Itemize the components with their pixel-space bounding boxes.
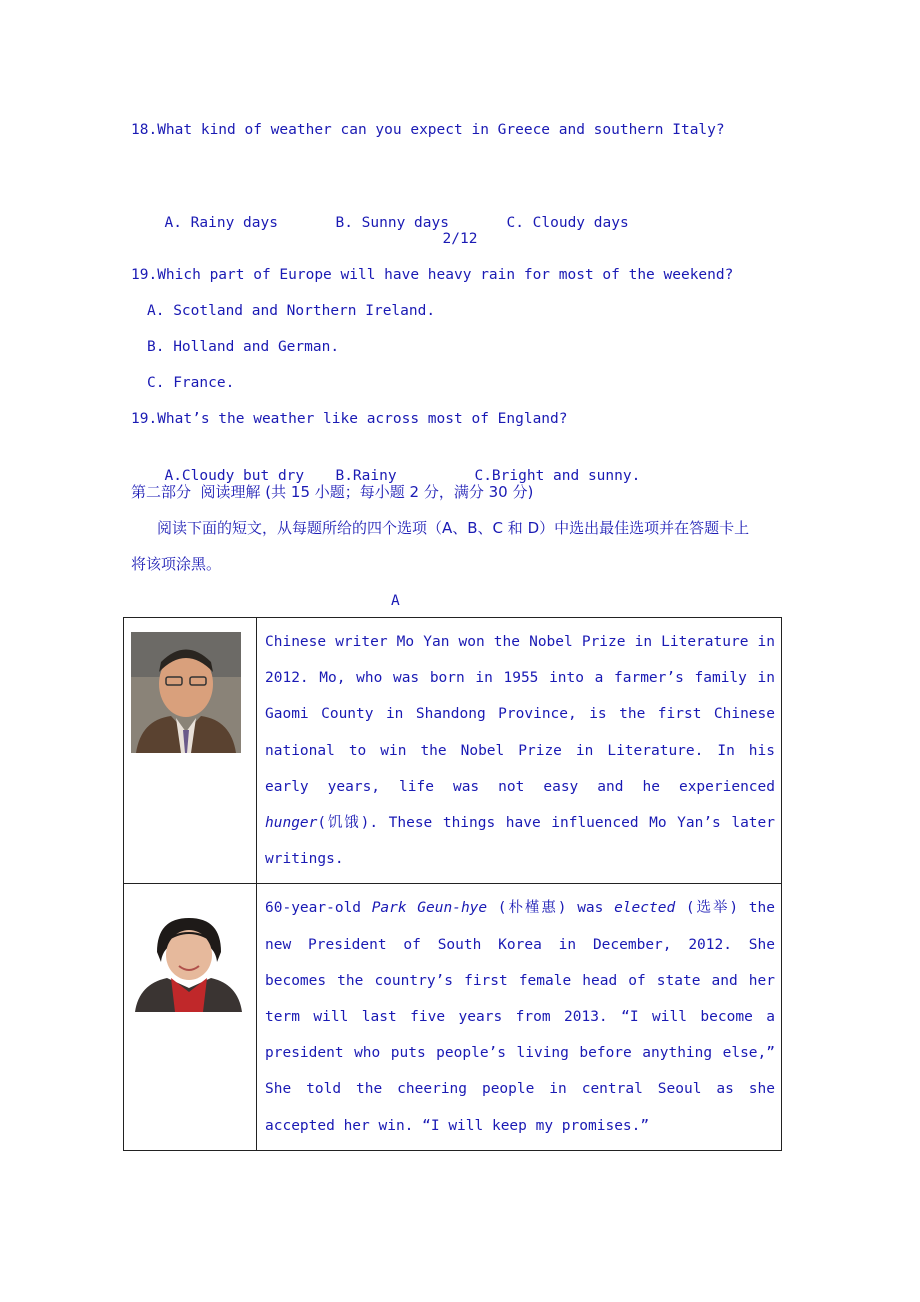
table-row [124,884,782,1150]
q18-option-b: B. Sunny days [335,215,449,231]
photo-cell [124,618,257,884]
q18-option-c: C. Cloudy days [506,215,629,231]
hunger-term: hunger [265,815,318,832]
mo-yan-portrait [131,632,241,753]
park-text-c: (选举) the new President of South Korea in December, 2012. She becomes the country’s first female head of state and her term will last five years from 2013. “I will become a president who puts people’s living before anything else,” She told the cheering people in central Seoul as she accepted her win. “I will keep my promises.” [265,900,775,1134]
park-geun-hye-portrait [135,912,242,1012]
park-name-term: Park Geun-hye [371,900,488,917]
passage-label: A [391,593,400,609]
passage-park-geun-hye [257,884,782,1150]
mo-yan-text-a: Chinese writer Mo Yan won the Nobel Prize in Literature in 2012. Mo, who was born in 1955 into a farmer’s family in Gaomi County in Shandong Province, is the first Chinese national to win the Nobel Prize in Literature. In his early years, life was not easy and he experienced [265,634,775,795]
q19b-option-a: A.Cloudy but dry [164,468,305,484]
page-number: 2/12 [442,231,478,247]
park-text-b: (朴槿惠) was [487,900,615,917]
q18-options [147,193,629,233]
table-row [124,618,782,884]
passage-mo-yan [257,618,782,884]
section-instruction-cont: 将该项涂黑。 [131,555,222,573]
section-title: 第二部分 阅读理解 (共 15 小题；每小题 2 分，满分 30 分) [131,483,534,501]
elected-term: elected [614,900,676,917]
mo-yan-text-b: (饥饿). These things have influenced Mo Yan’s later writings. [265,815,775,868]
q19b-question: 19.What’s the weather like across most of England? [131,411,568,427]
q19a-option-a: A. Scotland and Northern Ireland. [147,303,436,319]
q18-option-a: A. Rainy days [164,215,278,231]
q18-question: 18.What kind of weather can you expect in Greece and southern Italy? [131,122,725,138]
q19b-option-b: B.Rainy [335,468,397,484]
photo-cell [124,884,257,1150]
q19a-option-b: B. Holland and German. [147,339,340,355]
park-text-a: 60-year-old [265,900,372,917]
q19b-options [147,446,640,486]
q19a-question: 19.Which part of Europe will have heavy rain for most of the weekend? [131,267,734,283]
reading-table [123,617,782,1151]
q19a-option-c: C. France. [147,375,235,391]
section-instruction: 阅读下面的短文，从每题所给的四个选项（A、B、C 和 D）中选出最佳选项并在答题卡上 [157,519,750,537]
q19b-option-c: C.Bright and sunny. [474,468,641,484]
